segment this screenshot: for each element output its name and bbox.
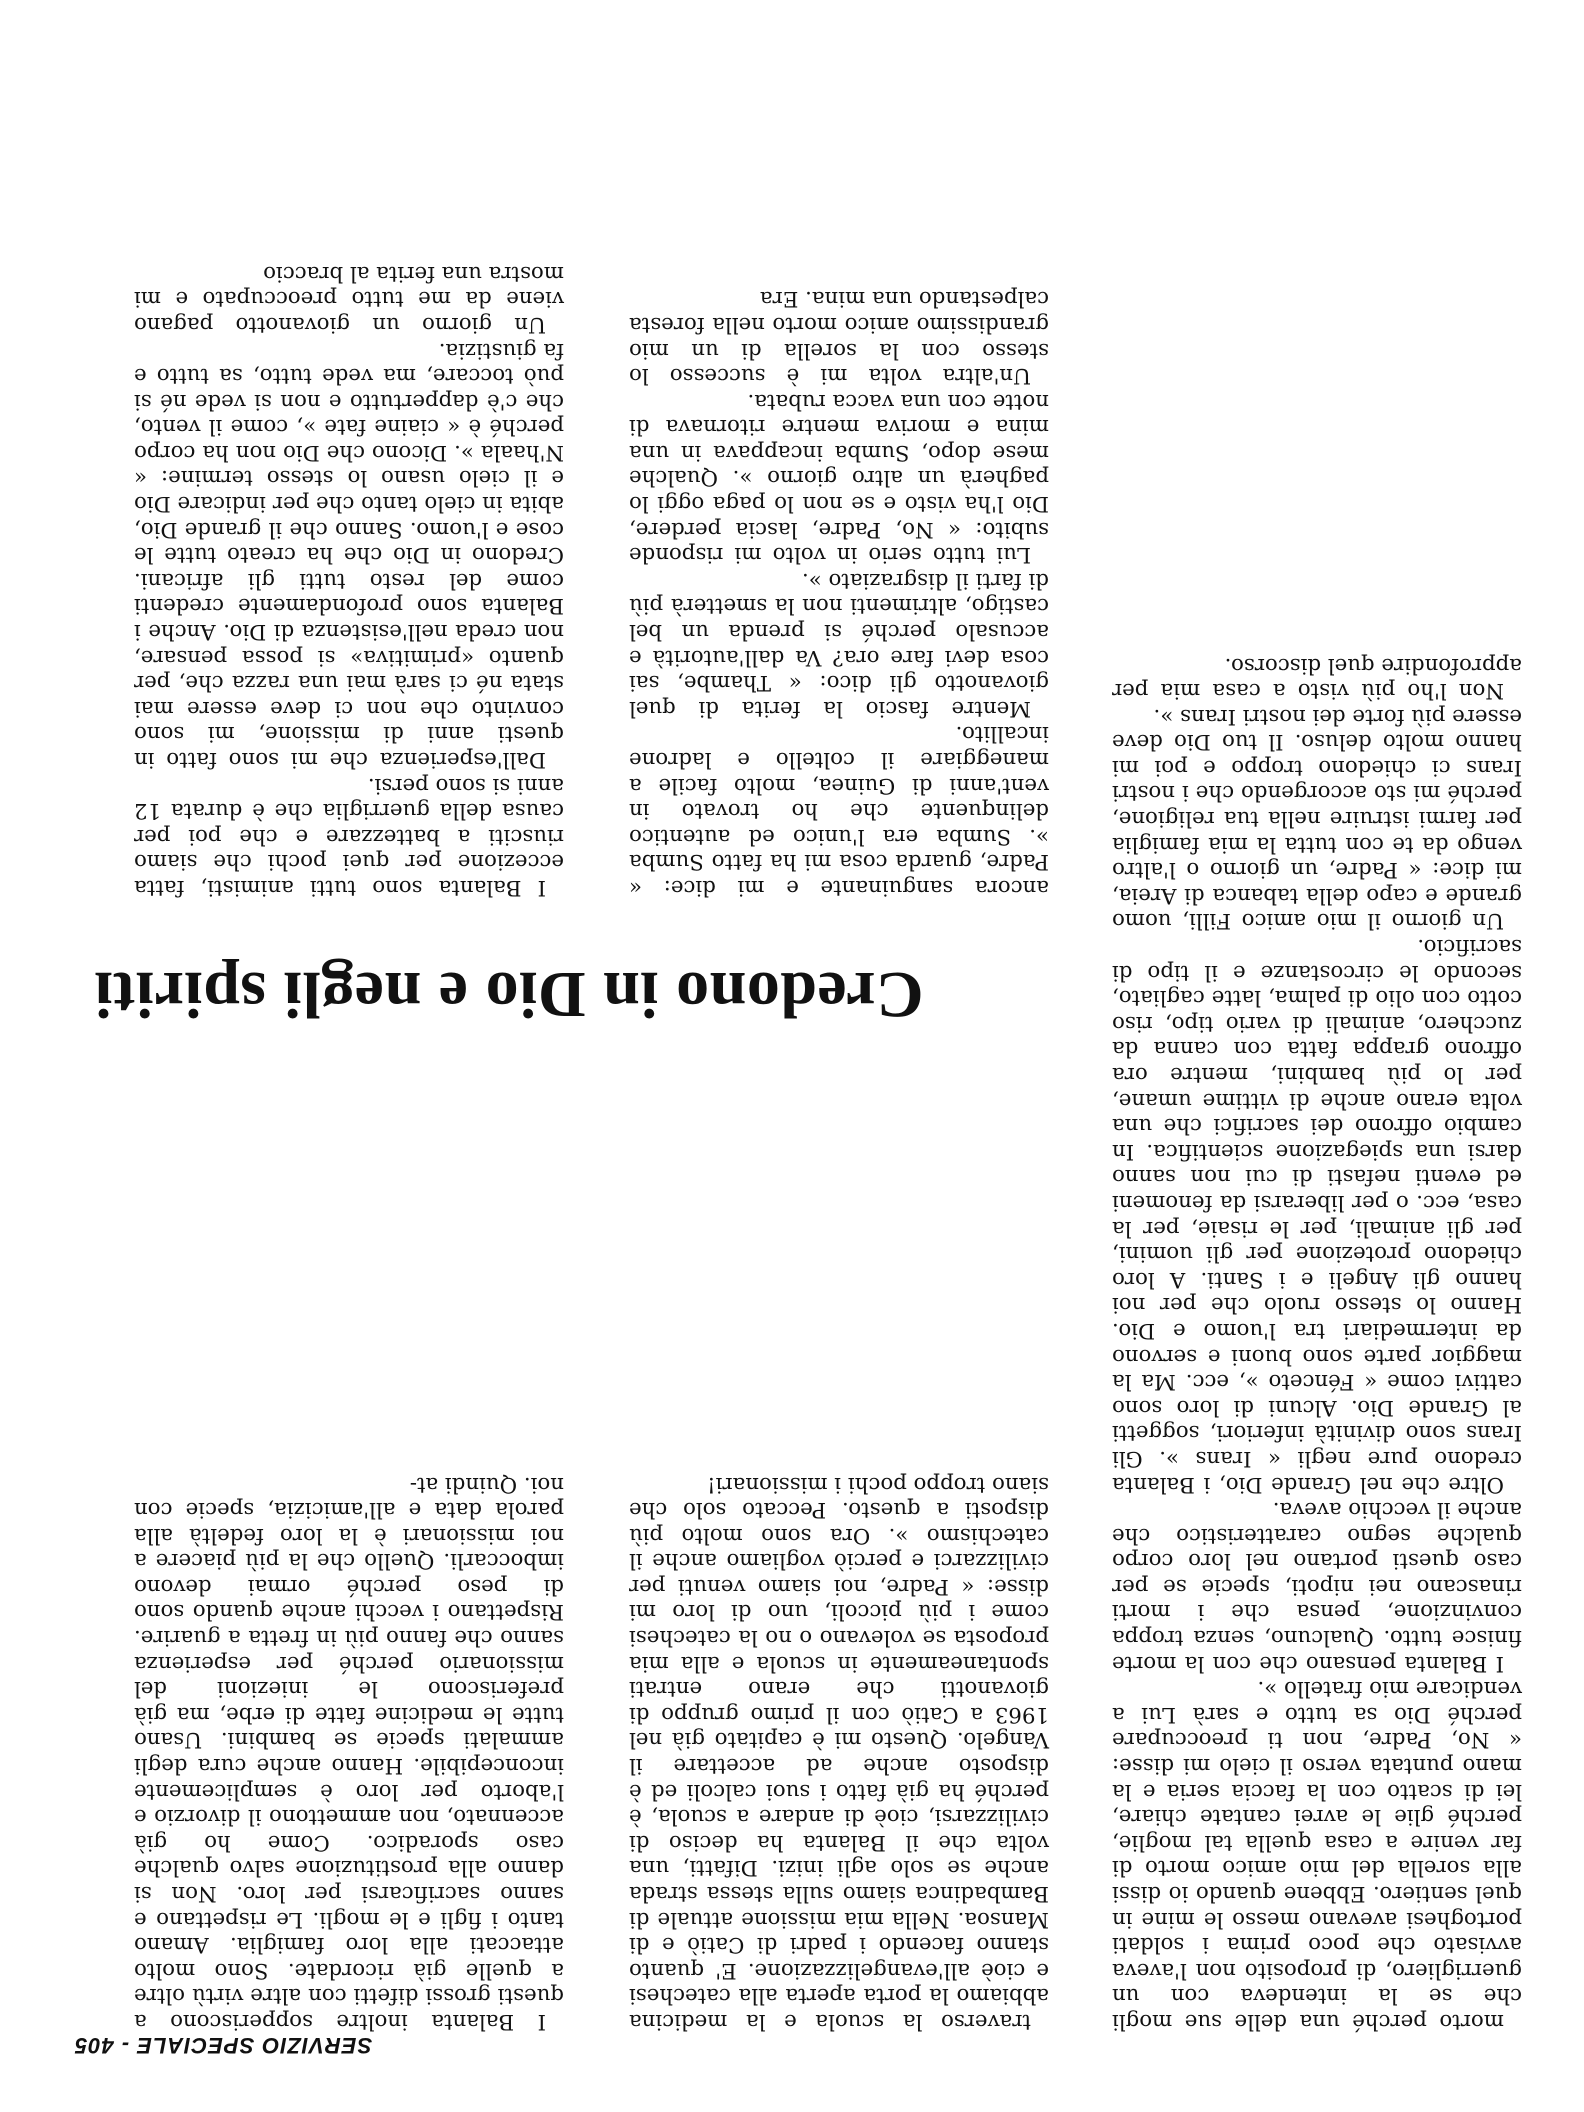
running-head: SERVIZIO SPECIALE - 405 [74,2033,373,2058]
paragraph: ancora sanguinante e mi dice: « Padre, guarda cosa mi ha fatto Sumba ». Sumba era l'unico ed autentico delinquente che ho trovato in vent'anni di Guinea, molto facile a maneggiare il coltello e ladrone incallito. [629,721,1049,900]
paragraph: traverso la scuola e la medicina abbiamo la porta aperta alla catechesi e cioè all'evangelizzazione. E' quanto stanno facendo i padri di Catiò e di Mansoa. Nella mia missione attuale di Bambadinca siamo sulla stessa strada anche se solo agli inizi. Difatti, una volta che il Balanta ha deciso di civilizzarsi, cioè di andare a scuola, è perché ha già fatto i suoi calcoli ed è disposto anche ad accettare il Vangelo. Questo mi è capitato già nel 1963 a Catiò con il primo gruppo di giovanotti che erano entrati spontaneamente in scuola e alla mia proposta se volevano o no la catechesi come i più piccoli, uno di loro mi disse: « Padre, noi siamo venuti per civilizzarci e perciò vogliamo anche il catechismo ». Ora sono molto più disposti a questo. Peccato solo che siano troppo pochi i missionari! [629,1471,1049,2034]
paragraph: Un giorno il mio amico Filli, uomo grande e capo della tabanca di Areia, mi dice: « Padre, un giorno o l'altro vengo da te con tutta la mia famiglia per farmi istruire nella tua religione, perché mi sto accorgendo che i nostri Irans ci chiedono troppo e poi mi hanno molto deluso. Il tuo Dio deve essere più forte dei nostri Irans ». [1112,703,1522,934]
column-left [1112,652,1522,2034]
paragraph: Un'altra volta mi è successo lo stesso con la sorella di un mio grandissimo amico morto nella foresta calpestando una mina. Era [629,286,1049,389]
paragraph: I Balanta pensano che con la morte finisce tutto. Qualcuno, senza troppa convinzione, pensa che i morti rinascano nei nipoti, specie se per caso questi portano nel loro corpo qualche segno caratteristico che anche il vecchio aveva. [1112,1497,1522,1676]
paragraph: I Balanta inoltre sopperiscono a questi grossi difetti con altre virtù oltre a quelle già ricordate. Sono molto attaccati alla loro famiglia. Amano tanto i figli e le mogli. Le rispettano e sanno sacrificarsi per loro. Non si danno alla prostituzione salvo qualche caso sporadico. Come ho già accennato, non ammettono il divorzio e l'aborto per loro è semplicemente inconcepibile. Hanno anche cura degli ammalati specie se bambini. Usano tutte le medicine fatte di erbe, ma già preferiscono le iniezioni del missionario perché per esperienza sanno che fanno più in fretta a guarire. Rispettano i vecchi anche quando sono di peso perché ormai devono imboccarli. Quello che la più piacere a noi missionari è la loro fedeltà alla parola data e all'amicizia, specie con noi. Quindi at- [134,1471,564,2034]
paragraph: Dall'esperienza che mi sono fatto in questi anni di missione, mi sono convinto che non ci deve essere mai stata né ci sarà mai una razza che, per quanto «primitiva» si possa pensare, non creda nell'esistenza di Dio. Anche i Balanta sono profondamente credenti come del resto tutti gli africani. Credono in Dio che ha creato tutte le cose e l'uomo. Sanno che il grande Dio, abita in cielo tanto che per indicare Dio e il cielo usano lo stesso termine: « N'haala ». Dicono che Dio non ha corpo perché è « ciaine fate », come il vento, che c'è dappertutto e non si vede né si può toccare, ma vede tutto, sa tutto e fa giustizia. [134,337,564,773]
column-middle-upper [629,1471,1049,2034]
column-right-lower [134,260,564,900]
paragraph: Oltre che nel Grande Dio, i Balanta credono pure negli « Irans ». Gli Irans sono divinità inferiori, soggetti al Grande Dio. Alcuni di loro sono cattivi come « Fénceto », ecc. Ma la maggior parte sono buoni e servono da intermediari tra l'uomo e Dio. Hanno lo stesso ruolo che per noi hanno gli Angeli e i Santi. A loro chiedono protezione per gli uomini, per gli animali, per le risaie, per la casa, ecc. o per liberarsi da fenomeni ed eventi nefasti di cui non sanno darsi una spiegazione scientifica. In cambio offrono dei sacrifici che una volta erano anche di vittime umane, per lo più bambini, mentre ora offrono grappa fatta con canna da zucchero, animali di vario tipo, riso cotto con olio di palma, latte cagliato, secondo le circostanze e il tipo di sacrificio. [1112,934,1522,1497]
column-right-upper [134,1471,564,2034]
paragraph: Un giorno un giovanotto pagano viene da me tutto preoccupato e mi mostra una ferita al braccio [134,260,564,337]
paragraph: morto perché una delle sue mogli che se la intendeva con un guerrigliero, di proposito non l'aveva avvisato che poco prima i soldati portoghesi avevano messo le mine in quel sentiero. Ebbene quando io dissi alla sorella del mio amico morto di far venire a casa quella tal moglie, perché glie le avrei cantate chiare, lei di scatto con la faccia seria e la mano puntata verso il cielo mi disse: « No, Padre, non ti preoccupare perché Dio sa tutto e sarà Lui a vendicare mio fratello ». [1112,1676,1522,2034]
paragraph: Non l'ho più visto a casa mia per approfondire quel discorso. [1112,652,1522,704]
paragraph: Lui tutto serio in volto mi risponde subito: « No, Padre, lascia perdere, Dio l'ha visto e se non lo paga oggi lo pagherà un altro giorno ». Qualche mese dopo, Sumba incappava in una mina e moriva mentre ritornava di notte con una vacca rubata. [629,388,1049,568]
article-title: Credono in Dio e negli spiriti [94,958,924,1031]
column-middle-lower [629,286,1049,900]
paragraph: I Balanta sono tutti animisti, fatta eccezione per quei pochi che siamo riusciti a battezzare e che poi per causa della guerriglia che è durata 12 anni si sono persi. [134,772,564,900]
paragraph: Mentre fascio la ferita di quel giovanotto gli dico: « Thambe, sai cosa devi fare ora? Va dall'autorità e accusalo perché si prenda un bel castigo, altrimenti non la smetterà più di farti il disgraziato ». [629,567,1049,721]
